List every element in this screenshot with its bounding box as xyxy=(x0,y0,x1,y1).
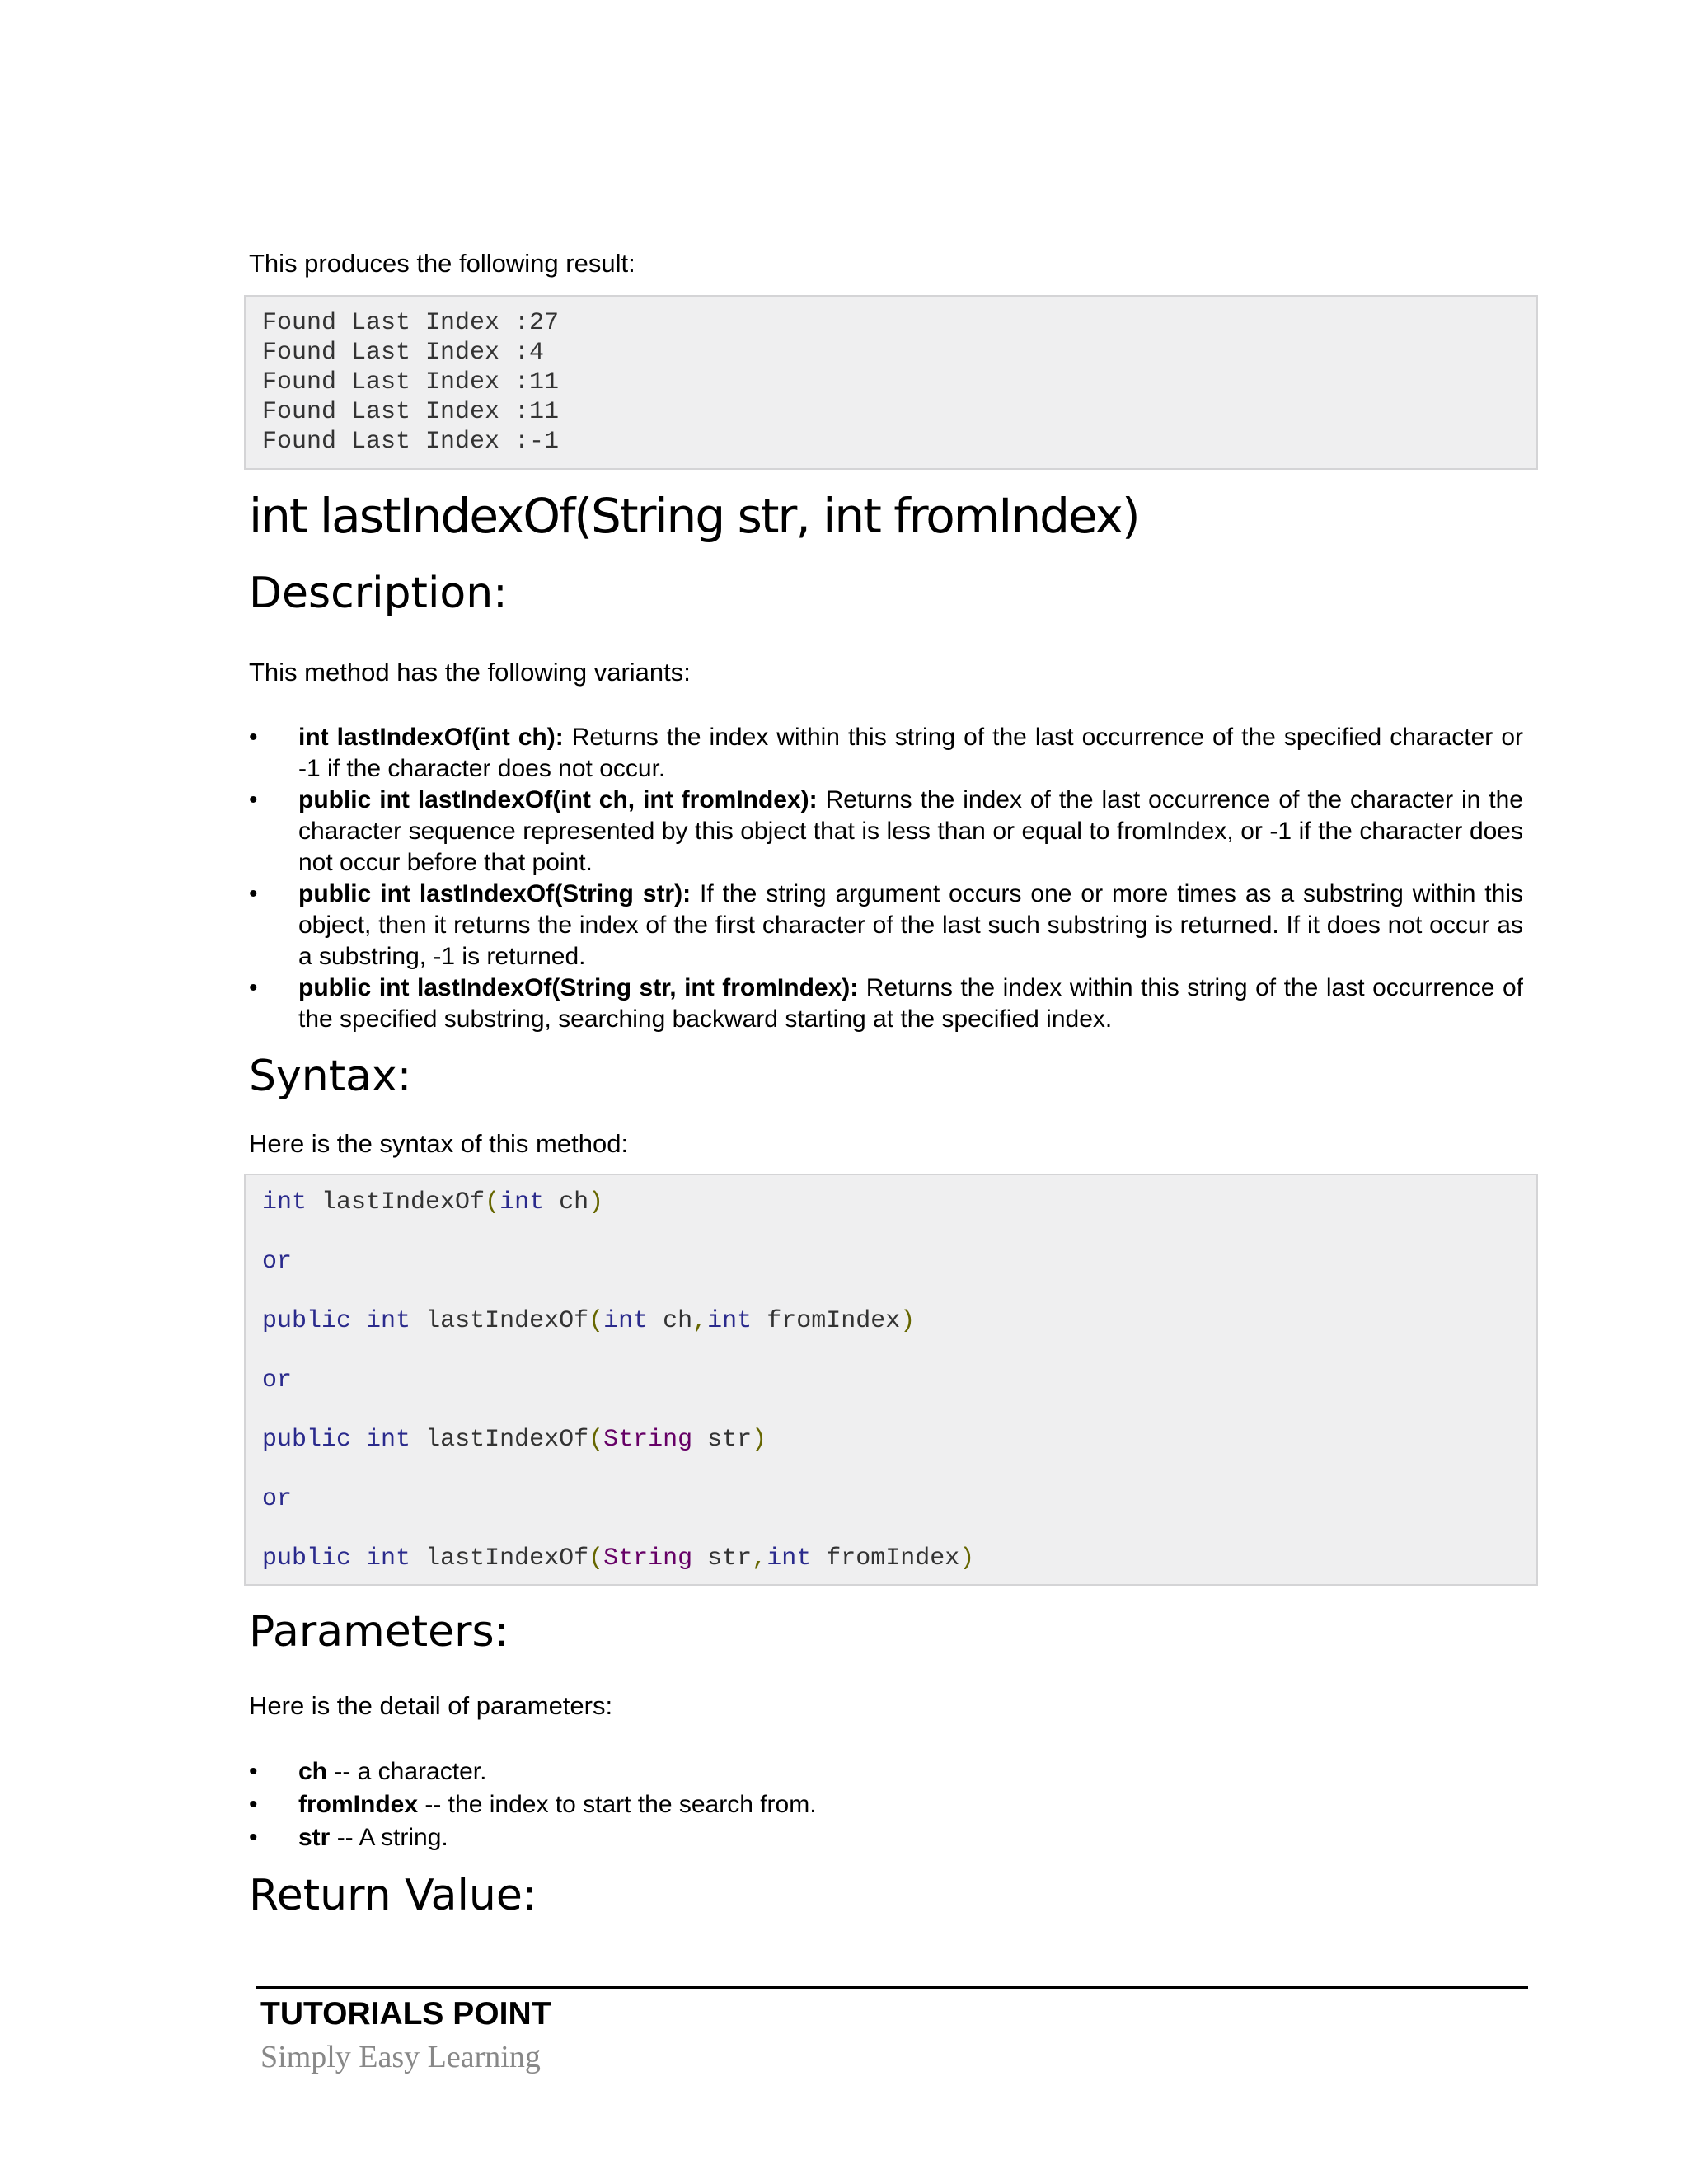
code-line: public int lastIndexOf(String str,int fromIndex) xyxy=(262,1544,975,1572)
variant-signature: public int lastIndexOf(String str): xyxy=(298,880,692,907)
bullet-icon: • xyxy=(249,724,258,751)
parameter-name: str xyxy=(298,1824,331,1851)
variants-list xyxy=(249,722,1523,1035)
parameters-intro: Here is the detail of parameters: xyxy=(249,1691,613,1720)
list-item xyxy=(249,1788,1523,1821)
bullet-icon: • xyxy=(249,1791,258,1818)
list-item xyxy=(249,1755,1523,1788)
code-line-or: or xyxy=(262,1248,293,1276)
code-line: int lastIndexOf(int ch) xyxy=(262,1188,604,1216)
footer-brand: TUTORIALS POINT xyxy=(260,1996,551,2032)
parameter-name: fromIndex xyxy=(298,1791,419,1818)
code-line-or: or xyxy=(262,1485,293,1513)
output-line: Found Last Index :11 xyxy=(262,398,560,426)
syntax-code-block xyxy=(244,1174,1538,1586)
variant-text: Returns the index within this string of the last occurrence of the specified character or -1 if the character does not occur. xyxy=(298,724,1524,782)
result-intro: This produces the following result: xyxy=(249,249,635,278)
list-item xyxy=(249,972,1523,1035)
output-line: Found Last Index :11 xyxy=(262,368,560,396)
output-code-block xyxy=(244,295,1538,470)
variant-text: Returns the index of the last occurrence of the character in the character sequence represented by this object that is less than or equal to fromIndex, or -1 if the character does not occur before that point. xyxy=(298,786,1523,876)
variant-signature: int lastIndexOf(int ch): xyxy=(298,724,564,751)
parameter-text: -- a character. xyxy=(327,1758,487,1785)
list-item xyxy=(249,785,1523,879)
parameter-text: -- the index to start the search from. xyxy=(418,1791,817,1818)
list-item xyxy=(249,879,1523,972)
variant-text: If the string argument occurs one or more times as a substring within this object, then it returns the index of the first character of the last such substring is returned. If it does not occur as a substring, -1 is returned. xyxy=(298,880,1523,970)
page-title: int lastIndexOf(String str, int fromIndex) xyxy=(249,488,1139,544)
variant-signature: public int lastIndexOf(String str, int fromIndex): xyxy=(298,974,859,1001)
syntax-heading: Syntax: xyxy=(249,1052,412,1101)
list-item xyxy=(249,1821,1523,1854)
variant-text: Returns the index within this string of the last occurrence of the specified substring, searching backward starting at the specified index. xyxy=(298,974,1524,1033)
output-line: Found Last Index :27 xyxy=(262,309,560,337)
footer-tagline: Simply Easy Learning xyxy=(260,2040,541,2074)
parameter-name: ch xyxy=(298,1758,328,1785)
bullet-icon: • xyxy=(249,786,258,813)
parameters-list xyxy=(249,1755,1523,1854)
output-line: Found Last Index :-1 xyxy=(262,428,560,456)
return-value-heading: Return Value: xyxy=(249,1871,537,1920)
variant-signature: public int lastIndexOf(int ch, int fromIndex): xyxy=(298,786,818,813)
footer-divider xyxy=(256,1986,1528,1989)
description-heading: Description: xyxy=(249,569,508,618)
description-intro: This method has the following variants: xyxy=(249,658,691,687)
parameter-text: -- A string. xyxy=(330,1824,448,1851)
bullet-icon: • xyxy=(249,1824,258,1851)
parameters-heading: Parameters: xyxy=(249,1607,509,1657)
code-line-or: or xyxy=(262,1366,293,1394)
code-line: public int lastIndexOf(int ch,int fromIndex) xyxy=(262,1307,916,1335)
code-line: public int lastIndexOf(String str) xyxy=(262,1426,767,1454)
bullet-icon: • xyxy=(249,974,258,1001)
syntax-intro: Here is the syntax of this method: xyxy=(249,1129,629,1158)
bullet-icon: • xyxy=(249,880,258,907)
bullet-icon: • xyxy=(249,1758,258,1785)
output-line: Found Last Index :4 xyxy=(262,339,545,367)
list-item xyxy=(249,722,1523,785)
